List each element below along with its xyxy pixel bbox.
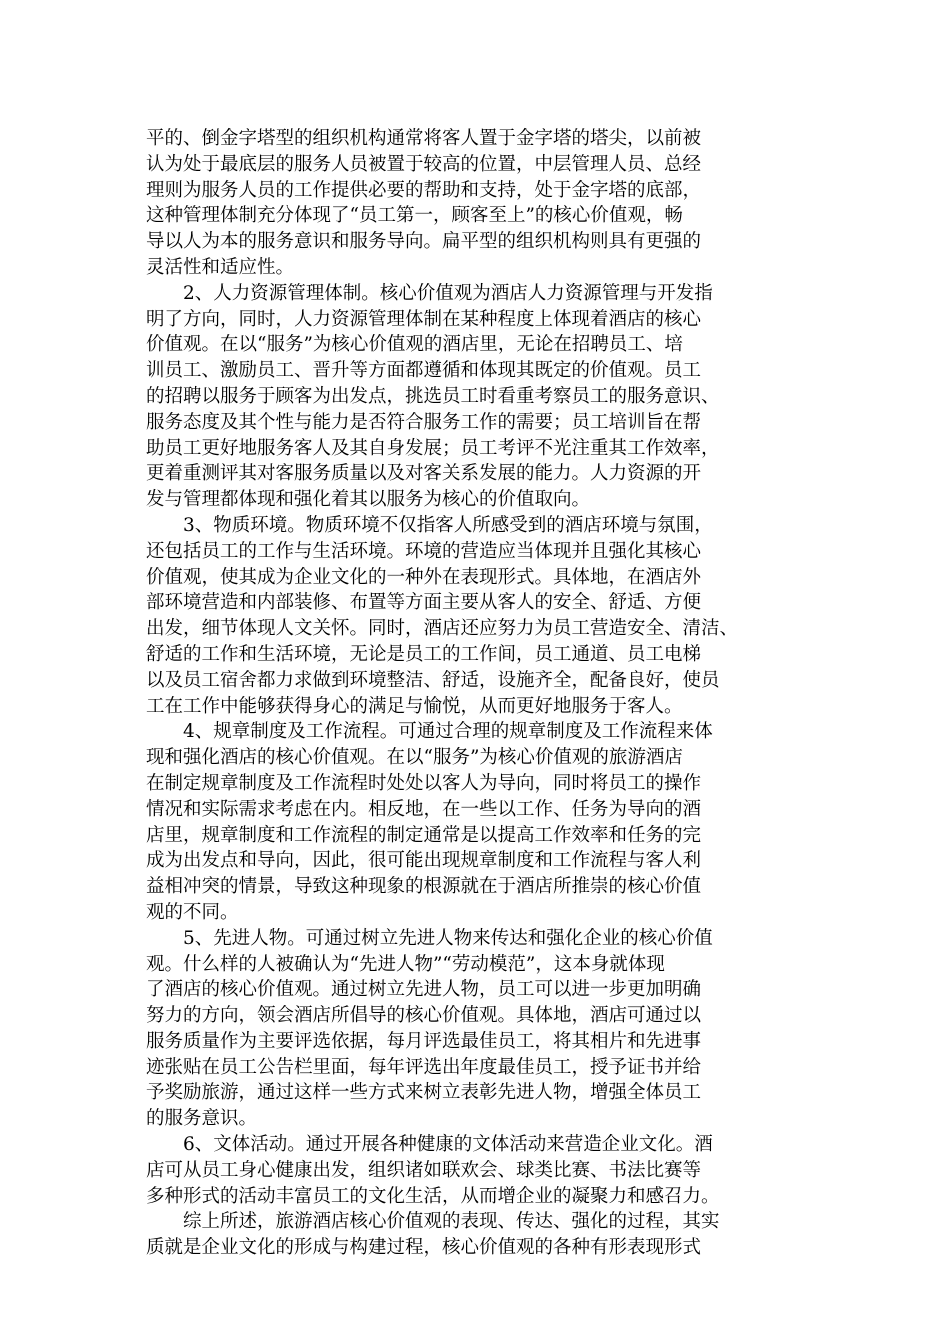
paragraph-cultural-activities: 6、文体活动。通过开展各种健康的文体活动来营造企业文化。酒 店可从员工身心健康出发，组织诸如联欢会、球类比赛、书法比赛等 多种形式的活动丰富员工的文化生活，从而增企业的凝聚力和感召力。 bbox=[146, 1134, 720, 1207]
paragraph-physical-environment: 3、物质环境。物质环境不仅指客人所感受到的酒店环境与氛围， 还包括员工的工作与生活环境。环境的营造应当体现并且强化其核心 价值观，使其成为企业文化的一种外在表现形式。具体地，在酒店外 部环境营造和内部装修、布置等方面主要从客人的安全、舒适、方便 出发，细节体现人文关怀。同时，酒店还应努力为员工营造安全、清洁、 舒适的工作和生活环境，无论是员工的工作间，员工通道、员工电梯 以及员工宿舍都力求做到环境整洁、舒适，设施齐全，配备良好，使员 工在工作中能够获得身心的满足与愉悦，从而更好地服务于客人。 bbox=[146, 514, 739, 717]
document-body bbox=[146, 126, 812, 1261]
paragraph-model-figures: 5、先进人物。可通过树立先进人物来传达和强化企业的核心价值 观。什么样的人被确认为“先进人物”“劳动模范”，这本身就体现 了酒店的核心价值观。通过树立先进人物，员工可以进一步更加明确 努力的方向，领会酒店所倡导的核心价值观。具体地，酒店可通过以 服务质量作为主要评选依据，每月评选最佳员工，将其相片和先进事 迹张贴在员工公告栏里面，每年评选出年度最佳员工，授予证书并给 予奖励旅游，通过这样一些方式来树立表彰先进人物，增强全体员工 的服务意识。 bbox=[146, 927, 713, 1130]
paragraph-org-structure: 平的、倒金字塔型的组织机构通常将客人置于金字塔的塔尖，以前被 认为处于最底层的服务人员被置于较高的位置，中层管理人员、总经 理则为服务人员的工作提供必要的帮助和支持，处于金字塔的底部， 这种管理体制充分体现了“员工第一，顾客至上”的核心价值观，畅 导以人为本的服务意识和服务导向。扁平型的组织机构则具有更强的 灵活性和适应性。 bbox=[146, 128, 702, 278]
paragraph-rules-workflow: 4、规章制度及工作流程。可通过合理的规章制度及工作流程来体 现和强化酒店的核心价值观。在以“服务”为核心价值观的旅游酒店 在制定规章制度及工作流程时处处以客人为导向，同时将员工的操作 情况和实际需求考虑在内。相反地，在一些以工作、任务为导向的酒 店里，规章制度和工作流程的制定通常是以提高工作效率和任务的完 成为出发点和导向，因此，很可能出现规章制度和工作流程与客人利 益相冲突的情景，导致这种现象的根源就在于酒店所推崇的核心价值 观的不同。 bbox=[146, 721, 713, 923]
paragraph-hr-management: 2、人力资源管理体制。核心价值观为酒店人力资源管理与开发指 明了方向，同时，人力资源管理体制在某种程度上体现着酒店的核心 价值观。在以“服务”为核心价值观的酒店里，无论在招聘员工、培 训员工、激励员工、晋升等方面都遵循和体现其既定的价值观。员工 的招聘以服务于顾客为出发点，挑选员工时看重考察员工的服务意识、 服务态度及其个性与能力是否符合服务工作的需要；员工培训旨在帮 助员工更好地服务客人及其自身发展；员工考评不光注重其工作效率， 更着重测评其对客服务质量以及对客关系发展的能力。人力资源的开 发与管理都体现和强化着其以服务为核心的价值取向。 bbox=[146, 282, 720, 511]
paragraph-summary: 综上所述，旅游酒店核心价值观的表现、传达、强化的过程，其实 质就是企业文化的形成与构建过程，核心价值观的各种有形表现形式 bbox=[146, 1211, 720, 1259]
